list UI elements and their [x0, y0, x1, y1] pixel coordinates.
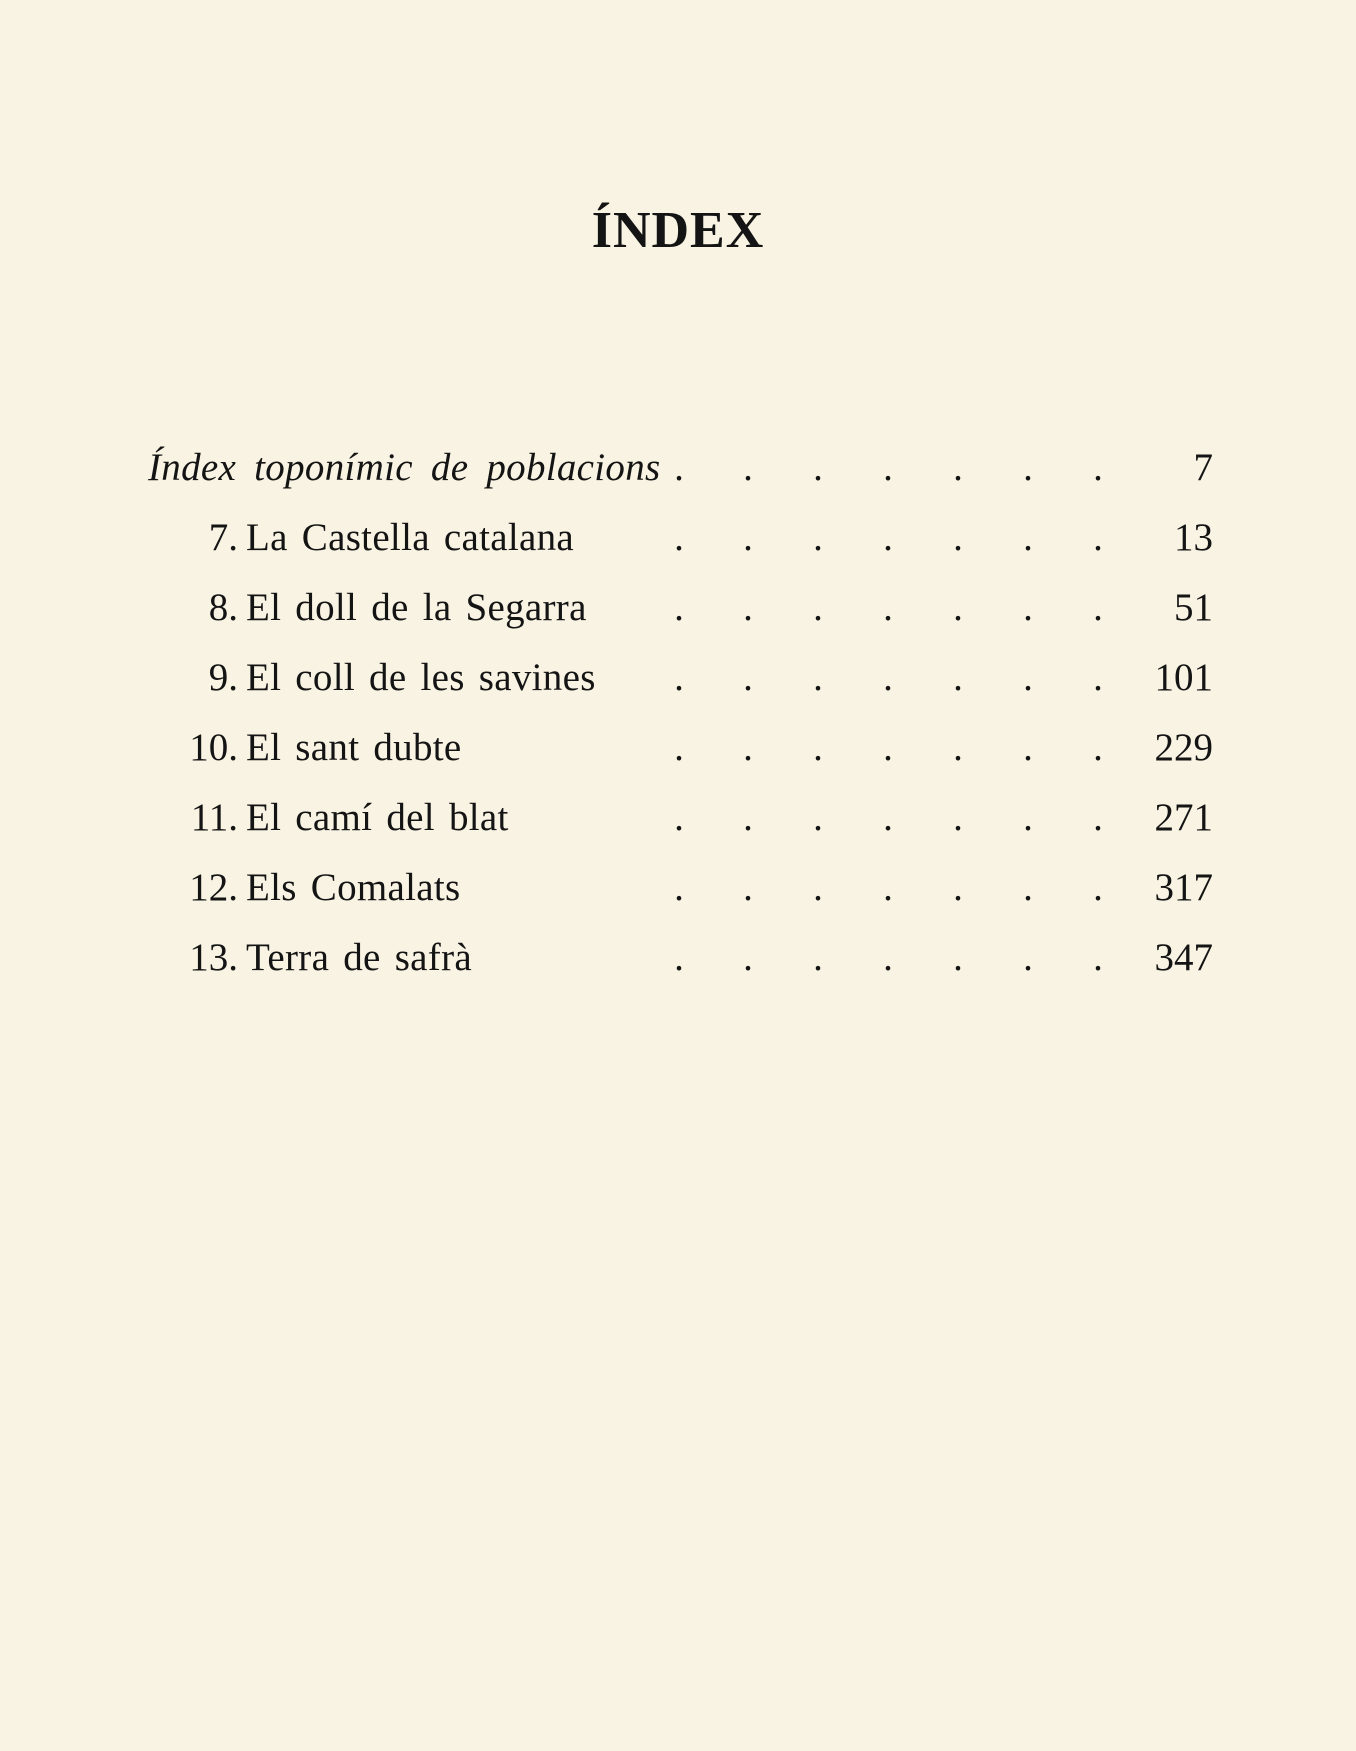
- leader-dot: .: [883, 796, 893, 839]
- chapter-number: 10.: [189, 726, 238, 769]
- page-title: ÍNDEX: [591, 201, 765, 259]
- chapter-page: 51: [1174, 586, 1213, 629]
- leader-dot: .: [953, 726, 963, 769]
- toc-entry: [148, 650, 1213, 720]
- leader-dot: .: [813, 936, 823, 979]
- chapter-title: El coll de les savines: [246, 656, 596, 699]
- leader-dot: .: [1023, 796, 1033, 839]
- leader-dot: .: [743, 866, 753, 909]
- leader-dot: .: [674, 656, 684, 699]
- toc-entry-intro: [148, 440, 1213, 510]
- leader-dot: .: [813, 656, 823, 699]
- leader-dot: .: [883, 866, 893, 909]
- leader-dot: .: [953, 446, 963, 489]
- leader-dot: .: [883, 446, 893, 489]
- chapter-page: 317: [1154, 866, 1213, 909]
- chapter-page: 347: [1154, 936, 1213, 979]
- chapter-number: 9.: [208, 656, 238, 699]
- leader-dot: .: [1093, 796, 1103, 839]
- chapter-number: 7.: [208, 516, 238, 559]
- toc-entry: [148, 790, 1213, 860]
- leader-dot: .: [883, 516, 893, 559]
- leader-dot: .: [743, 446, 753, 489]
- chapter-number: 13.: [189, 936, 238, 979]
- chapter-title: Els Comalats: [246, 866, 461, 909]
- leader-dot: .: [1093, 866, 1103, 909]
- leader-dot: .: [883, 936, 893, 979]
- leader-dot: .: [674, 586, 684, 629]
- toc-entry: [148, 930, 1213, 1000]
- leader-dot: .: [1093, 656, 1103, 699]
- leader-dot: .: [953, 796, 963, 839]
- chapter-page: 229: [1154, 726, 1213, 769]
- leader-dot: .: [813, 866, 823, 909]
- leader-dot: .: [813, 446, 823, 489]
- leader-dot: .: [1093, 446, 1103, 489]
- leader-dot: .: [743, 586, 753, 629]
- leader-dot: .: [883, 586, 893, 629]
- leader-dot: .: [1023, 936, 1033, 979]
- chapter-number: 12.: [189, 866, 238, 909]
- leader-dot: .: [953, 586, 963, 629]
- leader-dot: .: [813, 796, 823, 839]
- chapter-title: El sant dubte: [246, 726, 462, 769]
- toc-entry: [148, 580, 1213, 650]
- leader-dot: .: [1093, 726, 1103, 769]
- leader-dot: .: [1023, 866, 1033, 909]
- leader-dot: .: [1093, 936, 1103, 979]
- toc-entry: [148, 860, 1213, 930]
- chapter-title: El doll de la Segarra: [246, 586, 587, 629]
- toc-entry-title: Índex toponímic de poblacions: [148, 446, 661, 489]
- leader-dot: .: [953, 656, 963, 699]
- leader-dot: .: [813, 516, 823, 559]
- leader-dot: .: [1023, 586, 1033, 629]
- chapter-page: 101: [1154, 656, 1213, 699]
- leader-dot: .: [1093, 516, 1103, 559]
- leader-dot: .: [1023, 516, 1033, 559]
- toc-entry: [148, 720, 1213, 790]
- chapter-page: 13: [1174, 516, 1213, 559]
- leader-dot: .: [743, 656, 753, 699]
- leader-dot: .: [743, 936, 753, 979]
- leader-dot: .: [953, 516, 963, 559]
- leader-dot: .: [674, 796, 684, 839]
- leader-dot: .: [953, 866, 963, 909]
- leader-dot: .: [674, 726, 684, 769]
- leader-dot: .: [883, 726, 893, 769]
- leader-dot: .: [674, 446, 684, 489]
- leader-dot: .: [1023, 656, 1033, 699]
- chapter-page: 271: [1154, 796, 1213, 839]
- leader-dot: .: [813, 586, 823, 629]
- table-of-contents: [148, 440, 1213, 1000]
- chapter-number: 11.: [190, 796, 238, 839]
- leader-dot: .: [674, 936, 684, 979]
- toc-entry-page: 7: [1193, 446, 1213, 489]
- leader-dot: .: [1023, 446, 1033, 489]
- leader-dot: .: [813, 726, 823, 769]
- chapter-title: El camí del blat: [246, 796, 509, 839]
- chapter-title: La Castella catalana: [246, 516, 574, 559]
- leader-dot: .: [674, 866, 684, 909]
- leader-dot: .: [743, 796, 753, 839]
- leader-dot: .: [1093, 586, 1103, 629]
- leader-dot: .: [743, 516, 753, 559]
- toc-entry: [148, 510, 1213, 580]
- leader-dot: .: [1023, 726, 1033, 769]
- leader-dot: .: [953, 936, 963, 979]
- leader-dot: .: [883, 656, 893, 699]
- leader-dot: .: [743, 726, 753, 769]
- chapter-number: 8.: [208, 586, 238, 629]
- leader-dot: .: [674, 516, 684, 559]
- chapter-title: Terra de safrà: [246, 936, 472, 979]
